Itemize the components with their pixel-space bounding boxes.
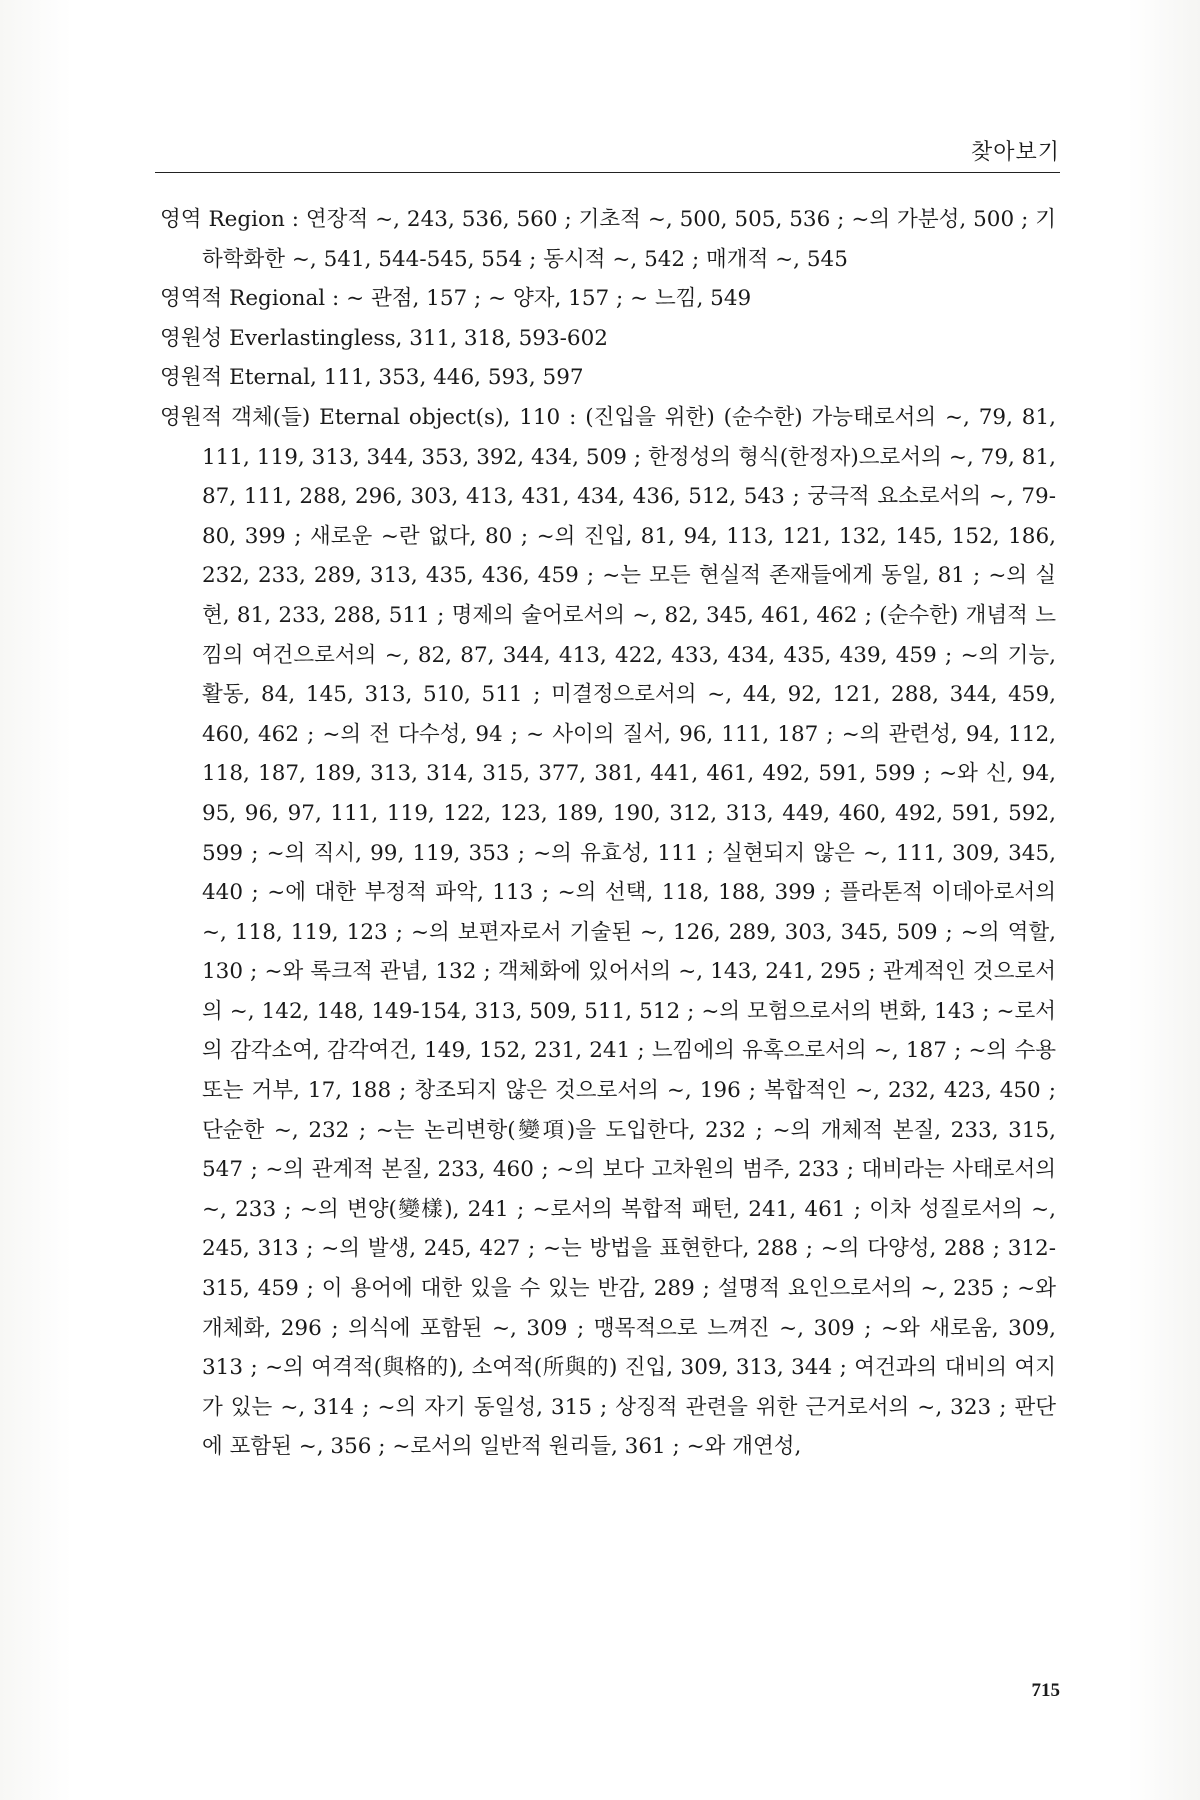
entry-text: 110 : (진입을 위한) (순수한) 가능태로서의 ~, 79, 81, 111, 119, 313, 344, 353, 392, 434, 509 ; 한정성의 형식(한정자)으로서의 ~, 79, 81, 87, 111, 288, 296, 303, 413, 431, 434, 436, 512, 543 ; 궁극적 요소로서의 ~, 79-80, 399 ; 새로운 ~란 없다, 80 ; ~의 진입, 81, 94, 113, 121, 132, 145, 152, 186, 232, 233, 289, 313, 435, 436, 459 ; ~는 모든 현실적 존재들에게 동일, 81 ; ~의 실현, 81, 233, 288, 511 ; 명제의 술어로서의 ~, 82, 345, 461, 462 ; (순수한) 개념적 느낌의 여건으로서의 ~, 82, 87, 344, 413, 422, 433, 434, 435, 439, 459 ; ~의 기능, 활동, 84, 145, 313, 510, 511 ; 미결정으로서의 ~, 44, 92, 121, 288, 344, 459, 460, 462 ; ~의 전 다수성, 94 ; ~ 사이의 질서, 96, 111, 187 ; ~의 관련성, 94, 112, 118, 187, 189, 313, 314, 315, 377, 381, 441, 461, 492, 591, 599 ; ~와 신, 94, 95, 96, 97, 111, 119, 122, 123, 189, 190, 312, 313, 449, 460, 492, 591, 592, 599 ; ~의 직시, 99, 119, 353 ; ~의 유효성, 111 ; 실현되지 않은 ~, 111, 309, 345, 440 ; ~에 대한 부정적 파악, 113 ; ~의 선택, 118, 188, 399 ; 플라톤적 이데아로서의 ~, 118, 119, 123 ; ~의 보편자로서 기술된 ~, 126, 289, 303, 345, 509 ; ~의 역할, 130 ; ~와 록크적 관념, 132 ; 객체화에 있어서의 ~, 143, 241, 295 ; 관계적인 것으로서의 ~, 142, 148, 149-154, 313, 509, 511, 512 ; ~의 모험으로서의 변화, 143 ; ~로서의 감각소여, 감각여건, 149, 152, 231, 241 ; 느낌에의 유혹으로서의 ~, 187 ; ~의 수용 또는 거부, 17, 188 ; 창조되지 않은 것으로서의 ~, 196 ; 복합적인 ~, 232, 423, 450 ; 단순한 ~, 232 ; ~는 논리변항(變項)을 도입한다, 232 ; ~의 개체적 본질, 233, 315, 547 ; ~의 관계적 본질, 233, 460 ; ~의 보다 고차원의 범주, 233 ; 대비라는 사태로서의 ~, 233 ; ~의 변양(變樣), 241 ; ~로서의 복합적 패턴, 241, 461 ; 이차 성질로서의 ~, 245, 313 ; ~의 발생, 245, 427 ; ~는 방법을 표현한다, 288 ; ~의 다양성, 288 ; 312-315, 459 ; 이 용어에 대한 있을 수 있는 반감, 289 ; 설명적 요인으로서의 ~, 235 ; ~와 개체화, 296 ; 의식에 포함된 ~, 309 ; 맹목적으로 느껴진 ~, 309 ; ~와 새로움, 309, 313 ; ~의 여격적(與格的), 소여적(所與的) 진입, 309, 313, 344 ; 여건과의 대비의 여지가 있는 ~, 314 ; ~의 자기 동일성, 315 ; 상징적 관련을 위한 근거로서의 ~, 323 ; 판단에 포함된 ~, 356 ; ~로서의 일반적 원리들, 361 ; ~와 개연성, [202,404,1056,1460]
index-entry-everlastingless [160,319,1056,359]
entry-term: 영원적 Eternal, [160,365,317,391]
entry-term: 영역적 Regional [160,286,326,312]
entry-text: : ~ 관점, 157 ; ~ 양자, 157 ; ~ 느낌, 549 [332,286,752,312]
entry-term: 영역 Region [160,207,285,232]
entry-text: : 연장적 ~, 243, 536, 560 ; 기초적 ~, 500, 505, 536 ; ~의 가분성, 500 ; 기하학화한 ~, 541, 544-545, 554 ; 동시적 ~, 542 ; 매개적 ~, 545 [202,207,1057,272]
page-number: 715 [1031,1680,1060,1701]
running-head: 찾아보기 [970,140,1060,165]
index-entry-eternal-objects [160,398,1056,1467]
entry-term: 영원성 Everlastingless, [160,325,403,351]
index-entry-regional [160,279,1056,319]
entry-text: 111, 353, 446, 593, 597 [323,365,584,391]
entry-text: 311, 318, 593-602 [409,325,608,351]
index-entry-region [160,200,1056,279]
entry-term: 영원적 객체(들) Eternal object(s), [160,404,511,430]
index-entry-eternal [160,358,1056,398]
header-rule [155,172,1060,173]
index-entries [160,200,1056,1467]
